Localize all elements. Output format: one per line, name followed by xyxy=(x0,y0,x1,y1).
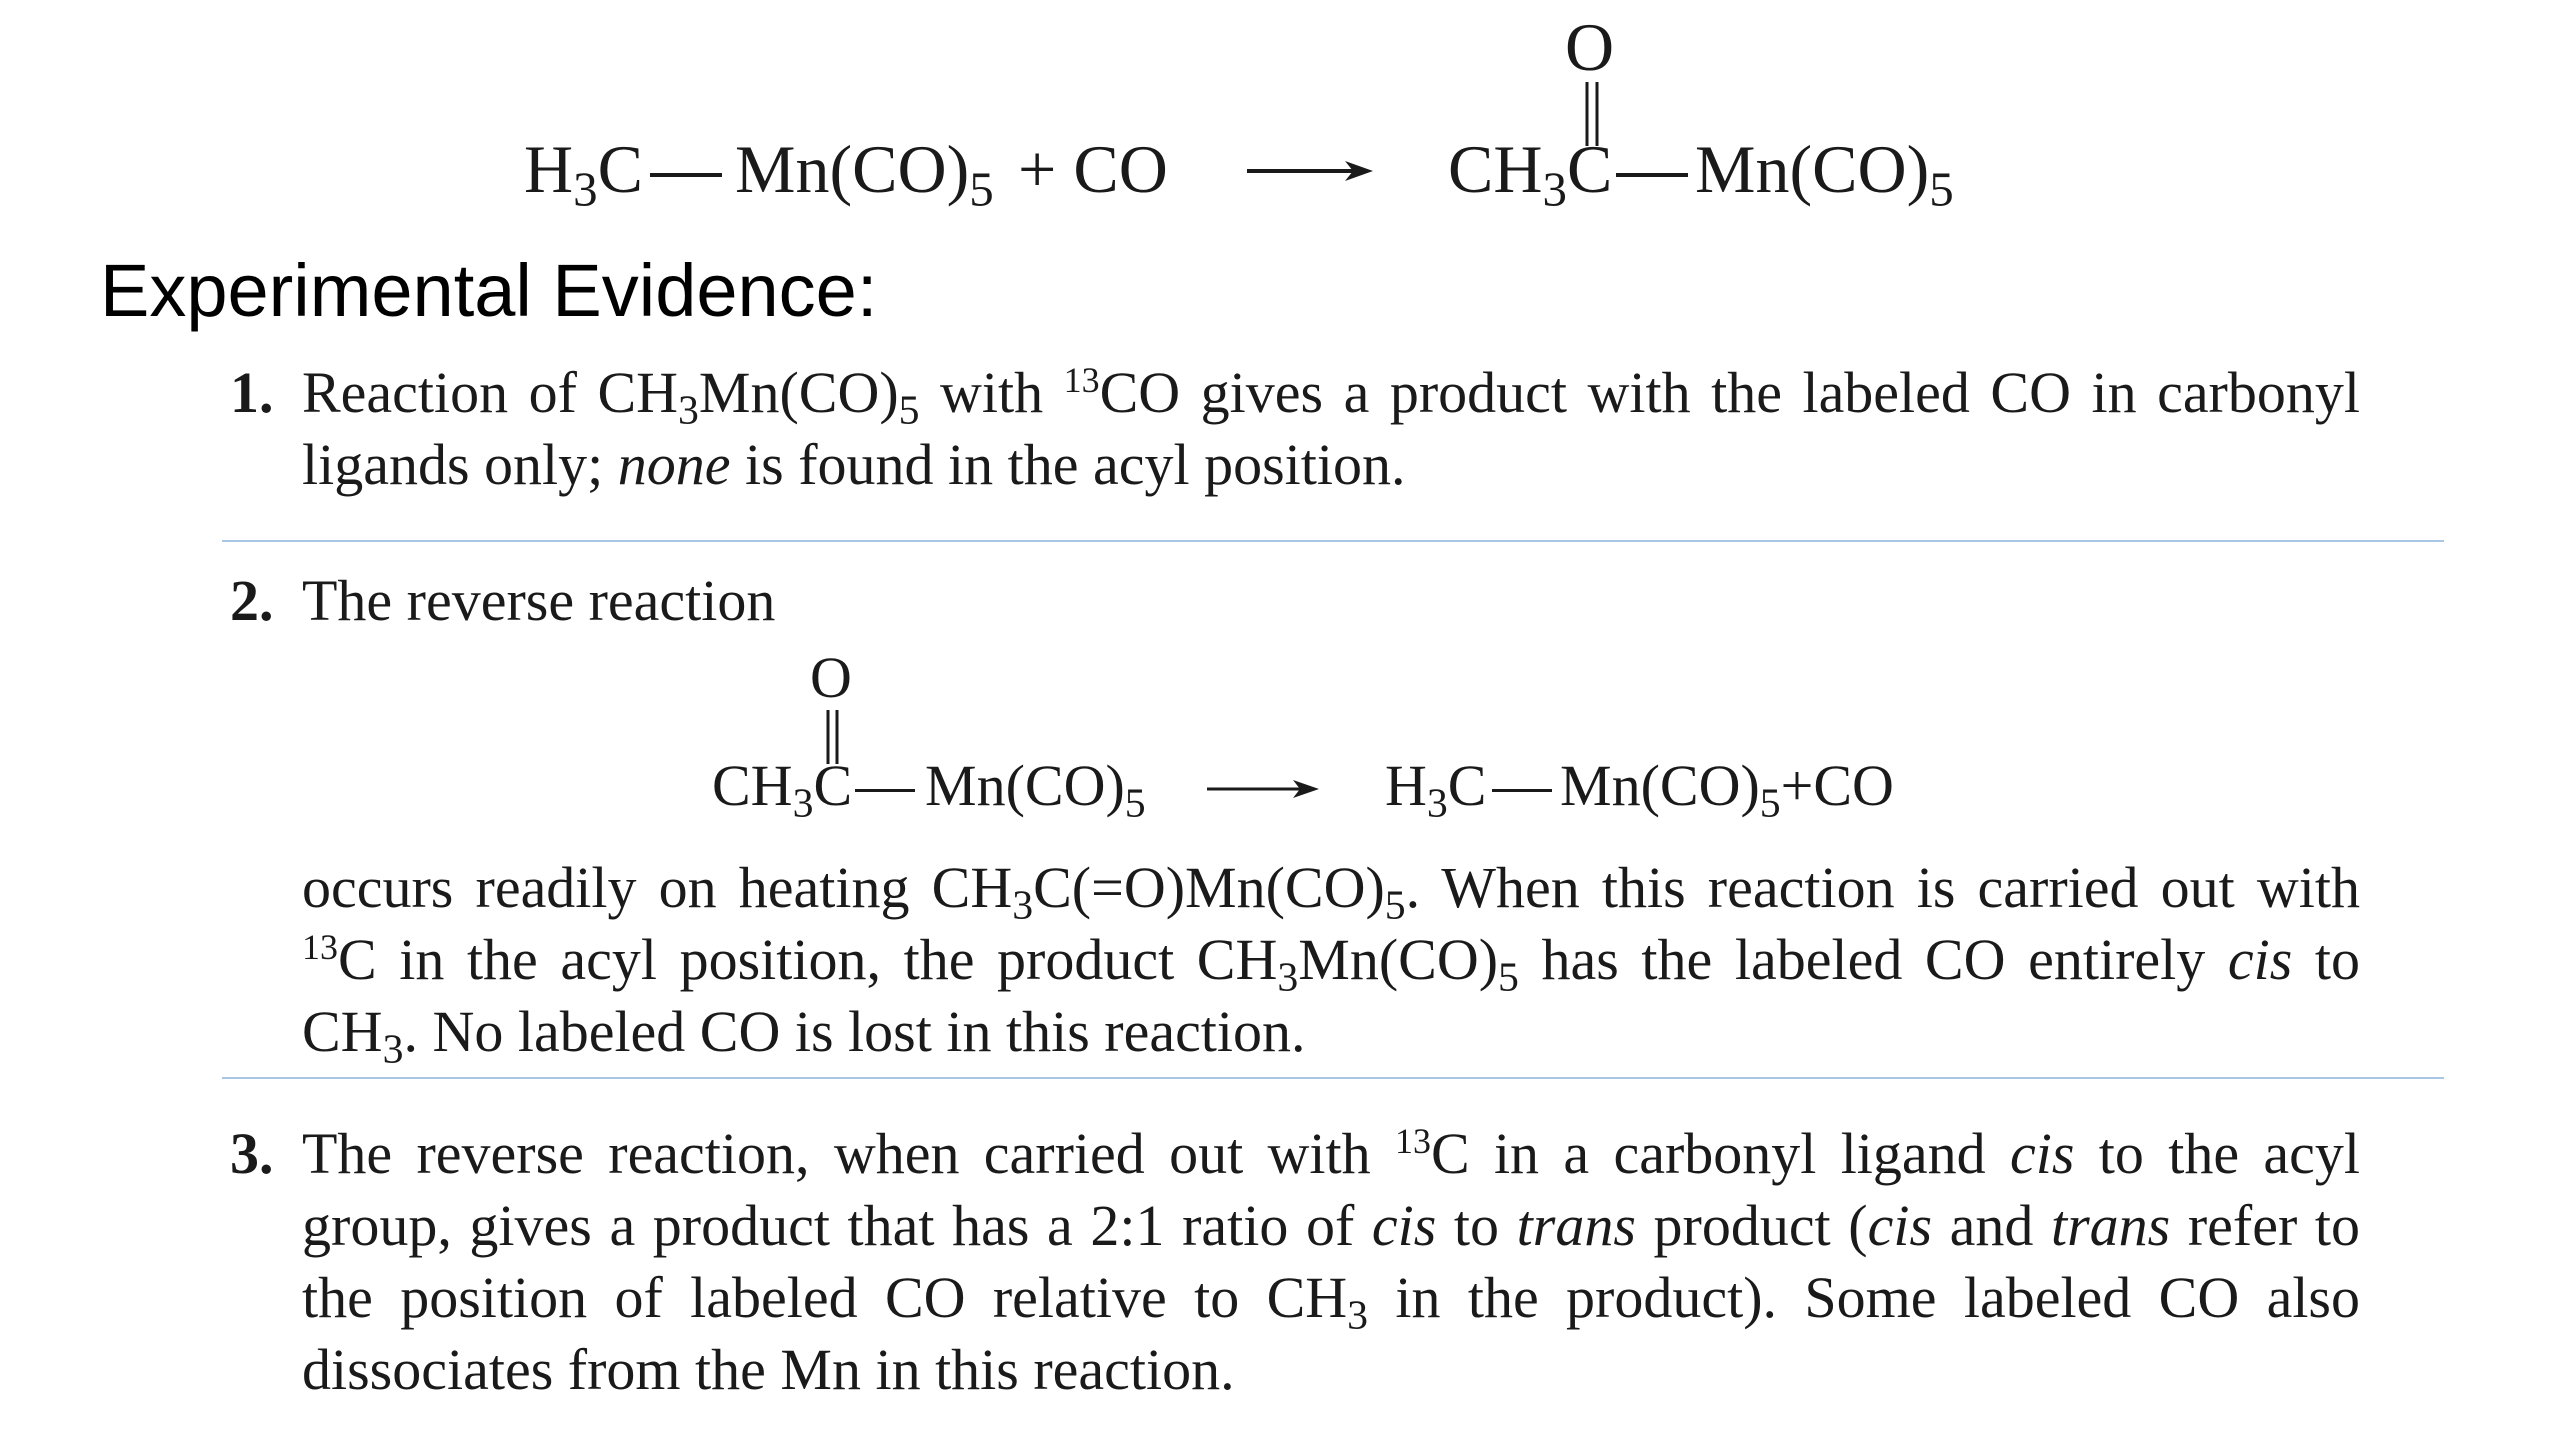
item-text: Reaction of $CH_3Mn(CO)_5$ with $^{13}$CO gives a product with the labeled CO in carbonyl ligands only; none is found in the acyl position. xyxy=(302,360,2360,497)
item-intro: The reverse reaction xyxy=(302,568,776,633)
reverse-mn-carbonyl: $Mn(CO)_5$ xyxy=(925,753,1146,827)
product-oxygen: O xyxy=(1565,9,1615,85)
reactant-mn-carbonyl: $Mn(CO)_5$ xyxy=(735,131,994,217)
reaction-arrow-icon xyxy=(1245,156,1375,186)
reaction-arrow-icon xyxy=(1205,775,1321,803)
bond-line xyxy=(1492,789,1552,792)
bond-line xyxy=(855,789,915,792)
product-acyl: $CH_3C$ xyxy=(1448,131,1613,217)
evidence-item-1 xyxy=(230,357,2360,501)
item-text: The reverse reaction, when carried out with $^{13}$C in a carbonyl ligand cis to the acyl group, gives a product that has a 2:1 ratio of cis to trans product (cis and trans refer to the position of labeled CO relative to $CH_3$ in the product). Some labeled CO also dissociates from the Mn in this reaction. xyxy=(302,1121,2360,1402)
double-bond-icon xyxy=(1577,80,1607,150)
item-number: 1. xyxy=(230,360,274,425)
section-heading: Experimental Evidence: xyxy=(100,249,878,332)
evidence-item-2 xyxy=(230,565,2360,637)
reactant-plus-co: + CO xyxy=(1018,131,1168,207)
divider xyxy=(222,1077,2444,1079)
item-text: occurs readily on heating $CH_3C(=O)Mn(CO)_5$. When this reaction is carried out with $^{13}$C in the acyl position, the product $CH_3Mn(CO)_5$ has the labeled CO entirely cis to $CH_3$. No labeled CO is lost in this reaction. xyxy=(302,855,2361,1073)
reverse-oxygen: O xyxy=(810,645,852,710)
reverse-product-methyl: $H_3C$ xyxy=(1385,753,1487,827)
item-number: 2. xyxy=(230,568,274,633)
reverse-product-mn: $Mn(CO)_5+CO$ xyxy=(1560,753,1894,827)
reverse-acyl: $CH_3C$ xyxy=(712,753,853,827)
divider xyxy=(222,540,2444,542)
evidence-item-3 xyxy=(230,1118,2360,1406)
bond-line xyxy=(650,173,722,177)
evidence-item-2-text xyxy=(230,852,2361,1073)
bond-line xyxy=(1616,173,1688,177)
reactant-methyl: $H_3C$ xyxy=(524,131,643,217)
item-number: 3. xyxy=(230,1121,274,1186)
product-mn-carbonyl: $Mn(CO)_5$ xyxy=(1695,131,1954,217)
